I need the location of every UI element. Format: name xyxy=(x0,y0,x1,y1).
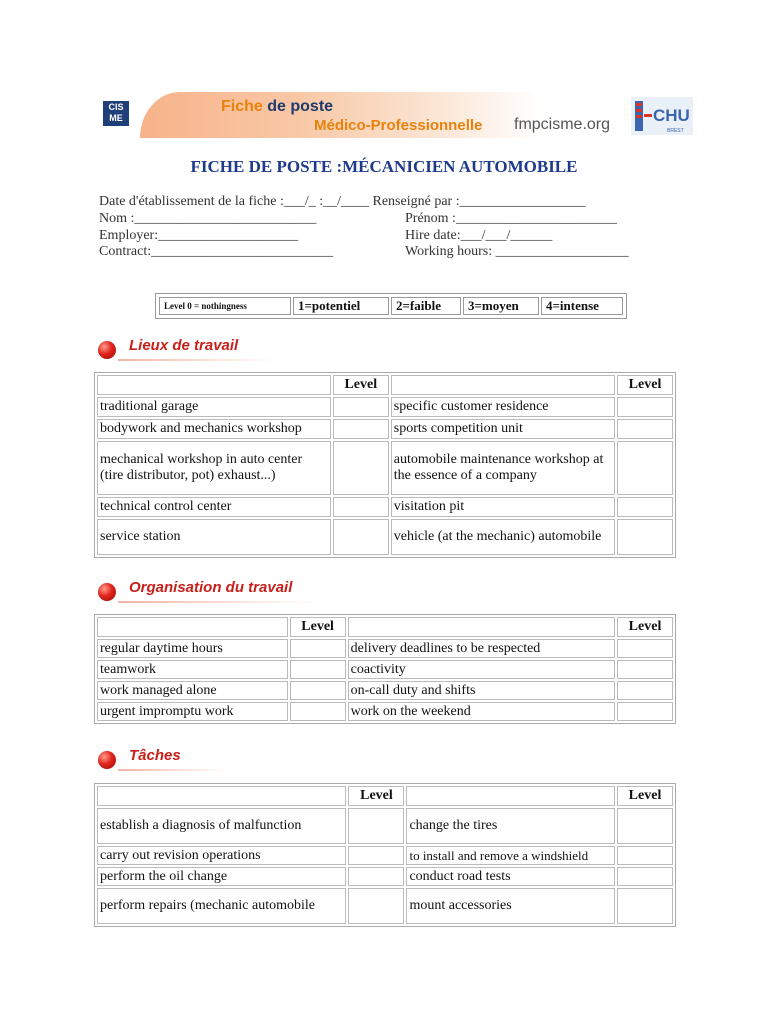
item-right: mount accessories xyxy=(406,888,615,924)
table-header-row xyxy=(97,375,673,395)
item-left: work managed alone xyxy=(97,681,288,700)
table-row xyxy=(97,867,673,886)
header-blank-left xyxy=(97,786,346,806)
table-lieux xyxy=(94,372,676,558)
table-organisation xyxy=(94,614,676,724)
level-legend xyxy=(155,293,627,319)
level-input[interactable] xyxy=(348,846,404,865)
legend-level-4: 4=intense xyxy=(541,297,623,315)
item-right: vehicle (at the mechanic) automobile xyxy=(391,519,615,555)
item-right: coactivity xyxy=(348,660,615,679)
employer-field[interactable]: Employer:____________________ xyxy=(99,228,299,243)
table-row xyxy=(97,639,673,658)
chu-logo-subtext: BREST xyxy=(667,128,684,134)
hire-date-field[interactable]: Hire date:___/___/______ xyxy=(405,228,553,243)
header-blank-left xyxy=(97,375,331,395)
header-level-left: Level xyxy=(348,786,404,806)
table-taches xyxy=(94,783,676,927)
item-left: perform the oil change xyxy=(97,867,346,886)
level-input[interactable] xyxy=(333,419,389,439)
level-input[interactable] xyxy=(290,681,346,700)
table-header-row xyxy=(97,786,673,806)
level-input[interactable] xyxy=(333,497,389,517)
date-field[interactable]: Date d'établissement de la fiche :___/_ :__/____ Renseigné par :__________________ xyxy=(99,194,586,209)
table-row xyxy=(97,397,673,417)
header-blank-right xyxy=(406,786,615,806)
banner-title xyxy=(221,98,333,116)
prenom-field[interactable]: Prénom :_______________________ xyxy=(405,211,617,226)
table-row xyxy=(97,519,673,555)
chu-logo xyxy=(631,97,693,135)
banner-subtitle: Médico-Professionnelle xyxy=(314,117,483,134)
item-right: on-call duty and shifts xyxy=(348,681,615,700)
section-lieux-label: Lieux de travail xyxy=(129,337,239,354)
level-input[interactable] xyxy=(617,441,673,495)
section-organisation-label: Organisation du travail xyxy=(129,579,293,596)
page-title: FICHE DE POSTE :MÉCANICIEN AUTOMOBILE xyxy=(190,157,578,176)
level-input[interactable] xyxy=(617,867,673,886)
level-input[interactable] xyxy=(617,397,673,417)
level-input[interactable] xyxy=(290,639,346,658)
table-row xyxy=(97,497,673,517)
item-left: regular daytime hours xyxy=(97,639,288,658)
level-input[interactable] xyxy=(617,639,673,658)
level-input[interactable] xyxy=(617,660,673,679)
item-left: teamwork xyxy=(97,660,288,679)
item-right: change the tires xyxy=(406,808,615,844)
level-input[interactable] xyxy=(617,497,673,517)
table-row xyxy=(97,808,673,844)
header-level-right: Level xyxy=(617,375,673,395)
item-left: carry out revision operations xyxy=(97,846,346,865)
cisme-logo-text: CIS ME xyxy=(108,102,124,123)
table-row xyxy=(97,419,673,439)
header-blank-left xyxy=(97,617,288,637)
working-hours-field[interactable]: Working hours: ___________________ xyxy=(405,244,629,259)
level-input[interactable] xyxy=(348,867,404,886)
header-level-right: Level xyxy=(617,786,673,806)
table-row xyxy=(97,846,673,865)
table-header-row xyxy=(97,617,673,637)
level-input[interactable] xyxy=(333,441,389,495)
section-underline xyxy=(118,769,228,771)
header-level-left: Level xyxy=(290,617,346,637)
item-right: delivery deadlines to be respected xyxy=(348,639,615,658)
legend-level-0: Level 0 = nothingness xyxy=(159,297,291,315)
section-underline xyxy=(118,359,278,361)
item-right: visitation pit xyxy=(391,497,615,517)
item-right: specific customer residence xyxy=(391,397,615,417)
table-row xyxy=(97,660,673,679)
item-right: conduct road tests xyxy=(406,867,615,886)
level-input[interactable] xyxy=(617,888,673,924)
contract-field[interactable]: Contract:__________________________ xyxy=(99,244,334,259)
nom-field[interactable]: Nom :__________________________ xyxy=(99,211,317,226)
item-right: to install and remove a windshield xyxy=(406,846,615,865)
level-input[interactable] xyxy=(617,519,673,555)
level-input[interactable] xyxy=(617,702,673,721)
item-left: technical control center xyxy=(97,497,331,517)
item-left: mechanical workshop in auto center (tire distributor, pot) exhaust...) xyxy=(97,441,331,495)
level-input[interactable] xyxy=(617,681,673,700)
red-bullet-icon xyxy=(98,583,116,601)
item-left: bodywork and mechanics workshop xyxy=(97,419,331,439)
item-right: work on the weekend xyxy=(348,702,615,721)
section-taches-label: Tâches xyxy=(129,747,181,764)
header-blank-right xyxy=(391,375,615,395)
banner-title-de-poste: de poste xyxy=(267,98,334,115)
red-bullet-icon xyxy=(98,751,116,769)
legend-level-2: 2=faible xyxy=(391,297,461,315)
level-input[interactable] xyxy=(348,888,404,924)
level-input[interactable] xyxy=(290,660,346,679)
header-blank-right xyxy=(348,617,615,637)
level-input[interactable] xyxy=(617,419,673,439)
table-row xyxy=(97,441,673,495)
level-input[interactable] xyxy=(348,808,404,844)
banner-site: fmpcisme.org xyxy=(514,116,611,133)
level-input[interactable] xyxy=(333,519,389,555)
legend-level-3: 3=moyen xyxy=(463,297,539,315)
item-left: perform repairs (mechanic automobile xyxy=(97,888,346,924)
header-level-right: Level xyxy=(617,617,673,637)
item-left: establish a diagnosis of malfunction xyxy=(97,808,346,844)
section-underline xyxy=(118,601,318,603)
item-left: service station xyxy=(97,519,331,555)
level-input[interactable] xyxy=(333,397,389,417)
item-right: sports competition unit xyxy=(391,419,615,439)
level-input[interactable] xyxy=(617,808,673,844)
item-left: traditional garage xyxy=(97,397,331,417)
header-level-left: Level xyxy=(333,375,389,395)
table-row xyxy=(97,681,673,700)
red-bullet-icon xyxy=(98,341,116,359)
banner-title-fiche: Fiche xyxy=(221,98,263,115)
level-input[interactable] xyxy=(617,846,673,865)
table-row xyxy=(97,702,673,721)
level-input[interactable] xyxy=(290,702,346,721)
table-row xyxy=(97,888,673,924)
chu-logo-text: CHU xyxy=(653,106,690,125)
cisme-logo xyxy=(103,101,129,126)
header-banner xyxy=(100,92,694,140)
legend-level-1: 1=potentiel xyxy=(293,297,389,315)
item-right: automobile maintenance workshop at the essence of a company xyxy=(391,441,615,495)
item-left: urgent impromptu work xyxy=(97,702,288,721)
